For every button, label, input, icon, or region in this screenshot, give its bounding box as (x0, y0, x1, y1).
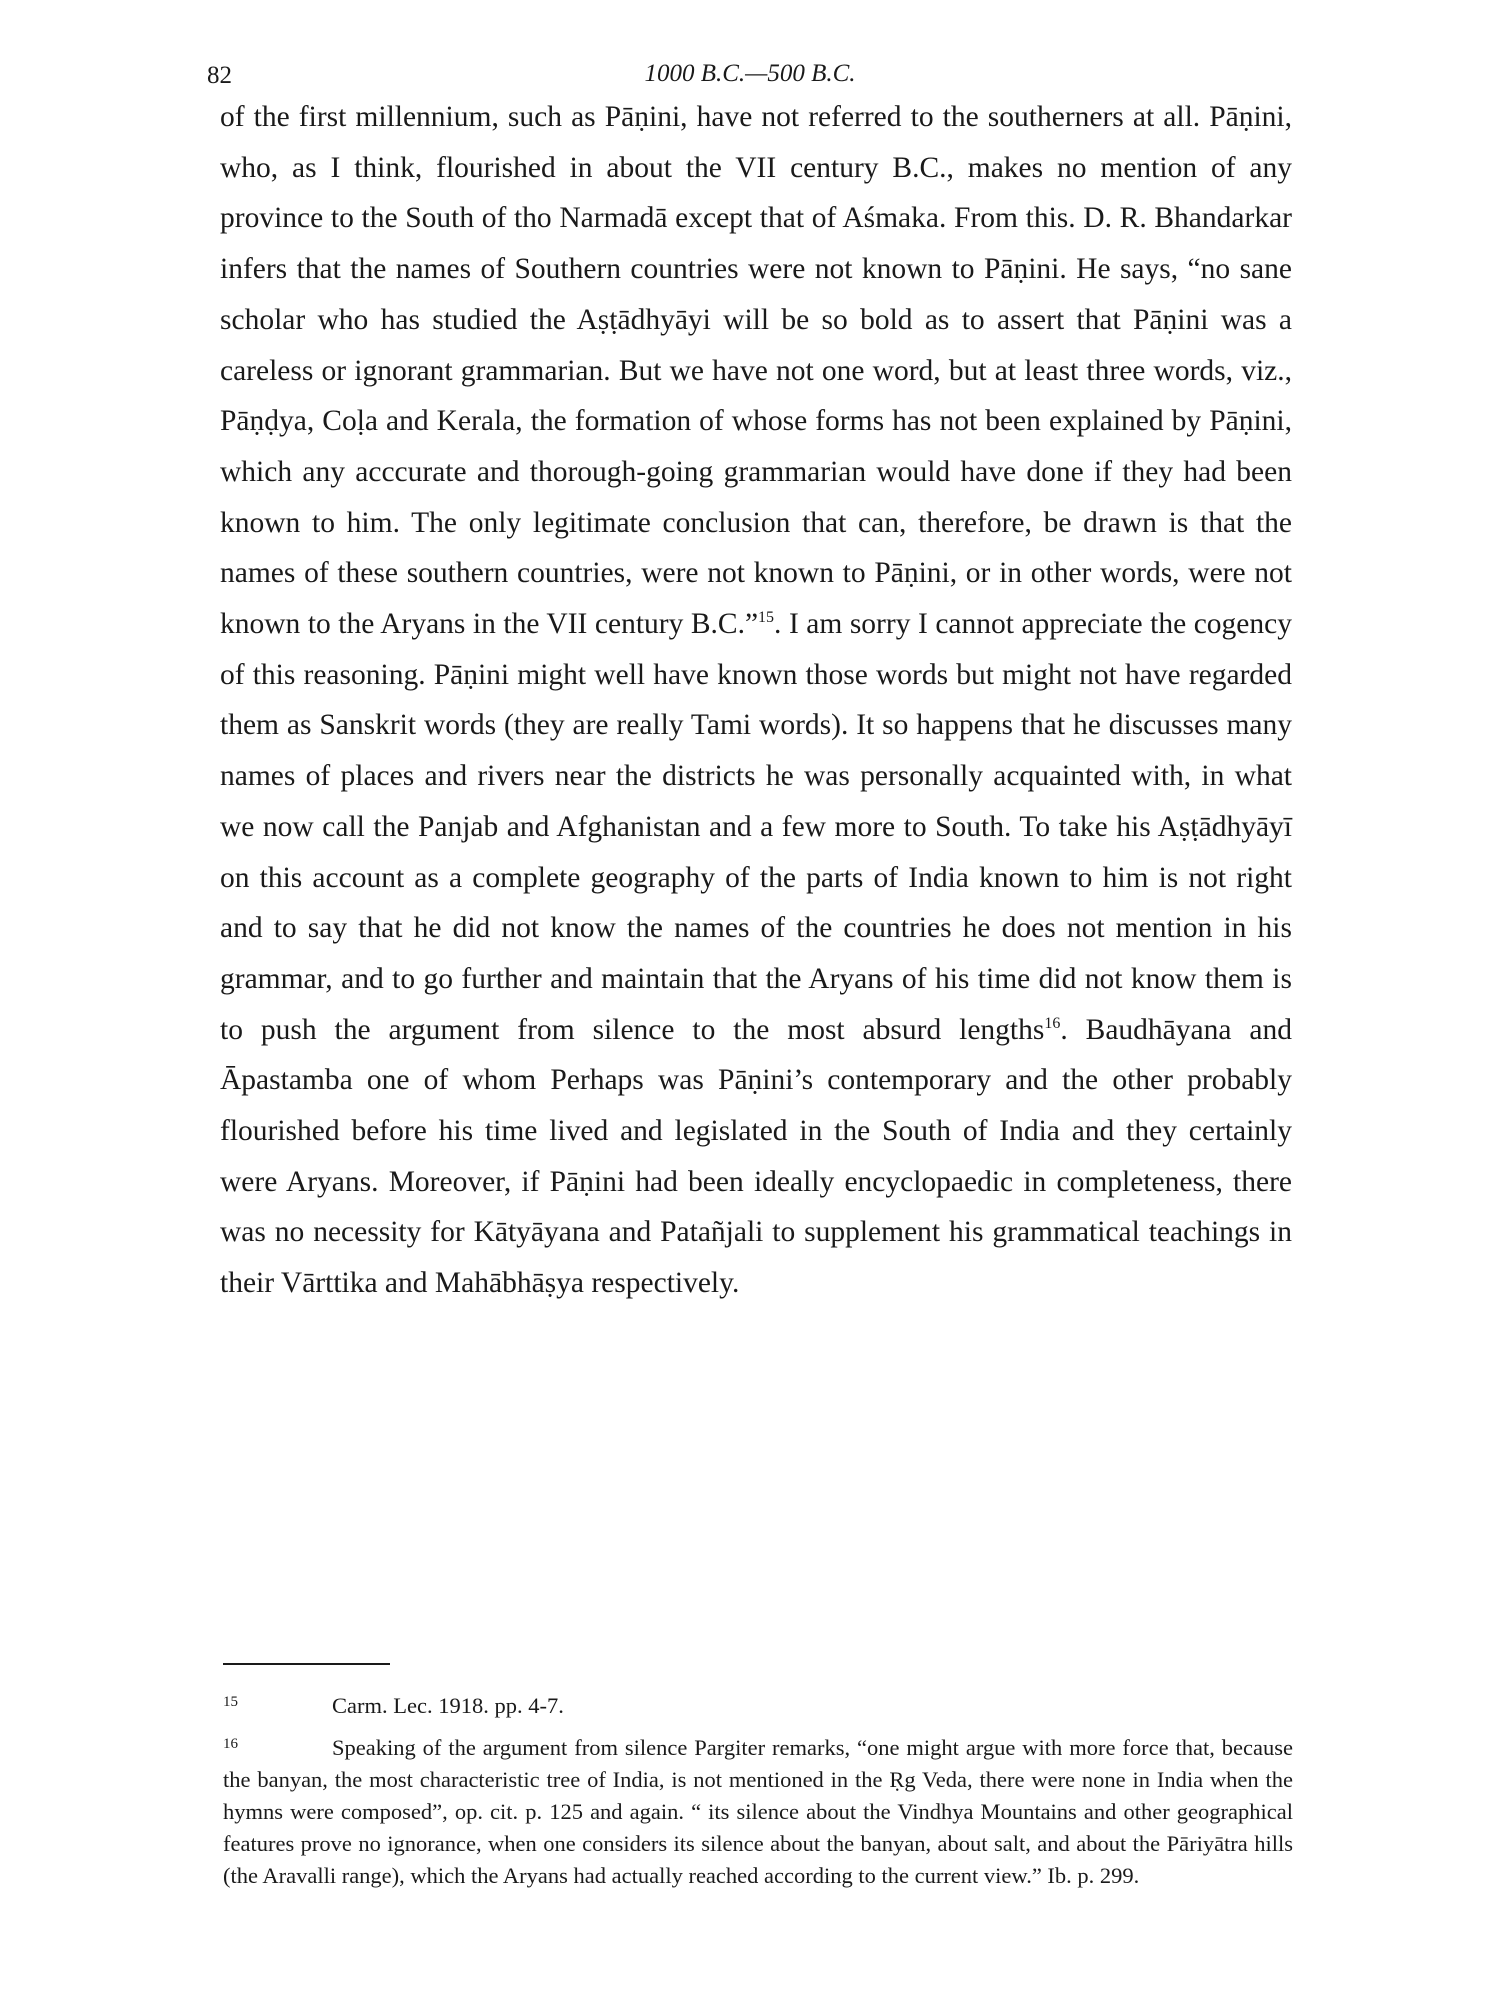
footnote-15 (223, 1690, 1293, 1722)
footnote-number: 15 (223, 1694, 238, 1710)
footnote-number: 16 (223, 1736, 238, 1752)
footnote-ref-15: 15 (758, 609, 775, 627)
footnote-divider (223, 1663, 390, 1665)
footnote-16 (223, 1732, 1293, 1892)
footnote-ref-16: 16 (1044, 1014, 1061, 1032)
footnote-text: Speaking of the argument from silence Pargiter remarks, “one might argue with more force that, because the banyan, the most characteristic tree of India, is not mentioned in the Ṛg Veda, there were none in India when the hymns were composed”, op. cit. p. 125 and again. “ its silence about the Vindhya Mountains and other geographical features prove no ignorance, when one considers its silence about the banyan, about salt, and about the Pāriyātra hills (the Aravalli range), which the Aryans had actually reached according to the current view.” Ib. p. 299. (223, 1735, 1293, 1888)
body-paragraph (220, 92, 1292, 1309)
body-text-part-1: of the first millennium, such as Pāṇini, have not referred to the southerners at all. Pāṇini, who, as I think, flourished in about the VII century B.C., makes no mention of any province to the South of tho Narmadā except that of Aśmaka. From this. D. R. Bhandarkar infers that the names of Southern countries were not known to Pāṇini. He says, “no sane scholar who has studied the Aṣṭādhyāyi will be so bold as to assert that Pāṇini was a careless or ignorant grammarian. But we have not one word, but at least three words, viz., Pāṇḍya, Coḷa and Kerala, the formation of whose forms has not been explained by Pāṇini, which any acccurate and thorough-going grammarian would have done if they had been known to him. The only legitimate conclusion that can, therefore, be drawn is that the names of these southern countries, were not known to Pāṇini, or in other words, were not known to the Aryans in the VII century B.C.” (220, 101, 1292, 641)
footnotes (223, 1690, 1293, 1902)
footnote-text: Carm. Lec. 1918. pp. 4-7. (332, 1693, 564, 1718)
body-text-part-2: . I am sorry I cannot appreciate the cogency of this reasoning. Pāṇini might well have known those words but might not have regarded them as Sanskrit words (they are really Tami words). It so happens that he discusses many names of places and rivers near the districts he was personally acquainted with, in what we now call the Panjab and Afghanistan and a few more to South. To take his Aṣṭādhyāyī on this account as a complete geography of the parts of India known to him is not right and to say that he did not know the names of the countries he does not mention in his grammar, and to go further and maintain that the Aryans of his time did not know them is to push the argument from silence to the most absurd lengths (220, 608, 1292, 1046)
page-number: 82 (207, 62, 232, 89)
body-text-part-3: . Baudhāyana and Āpastamba one of whom Perhaps was Pāṇini’s contemporary and the other probably flourished before his time lived and legislated in the South of India and they certainly were Aryans. Moreover, if Pāṇini had been ideally encyclopaedic in completeness, there was no necessity for Kātyāyana and Patañjali to supplement his grammatical teachings in their Vārttika and Mahābhāṣya respectively. (220, 1013, 1292, 1300)
running-title: 1000 B.C.—500 B.C. (644, 60, 856, 87)
